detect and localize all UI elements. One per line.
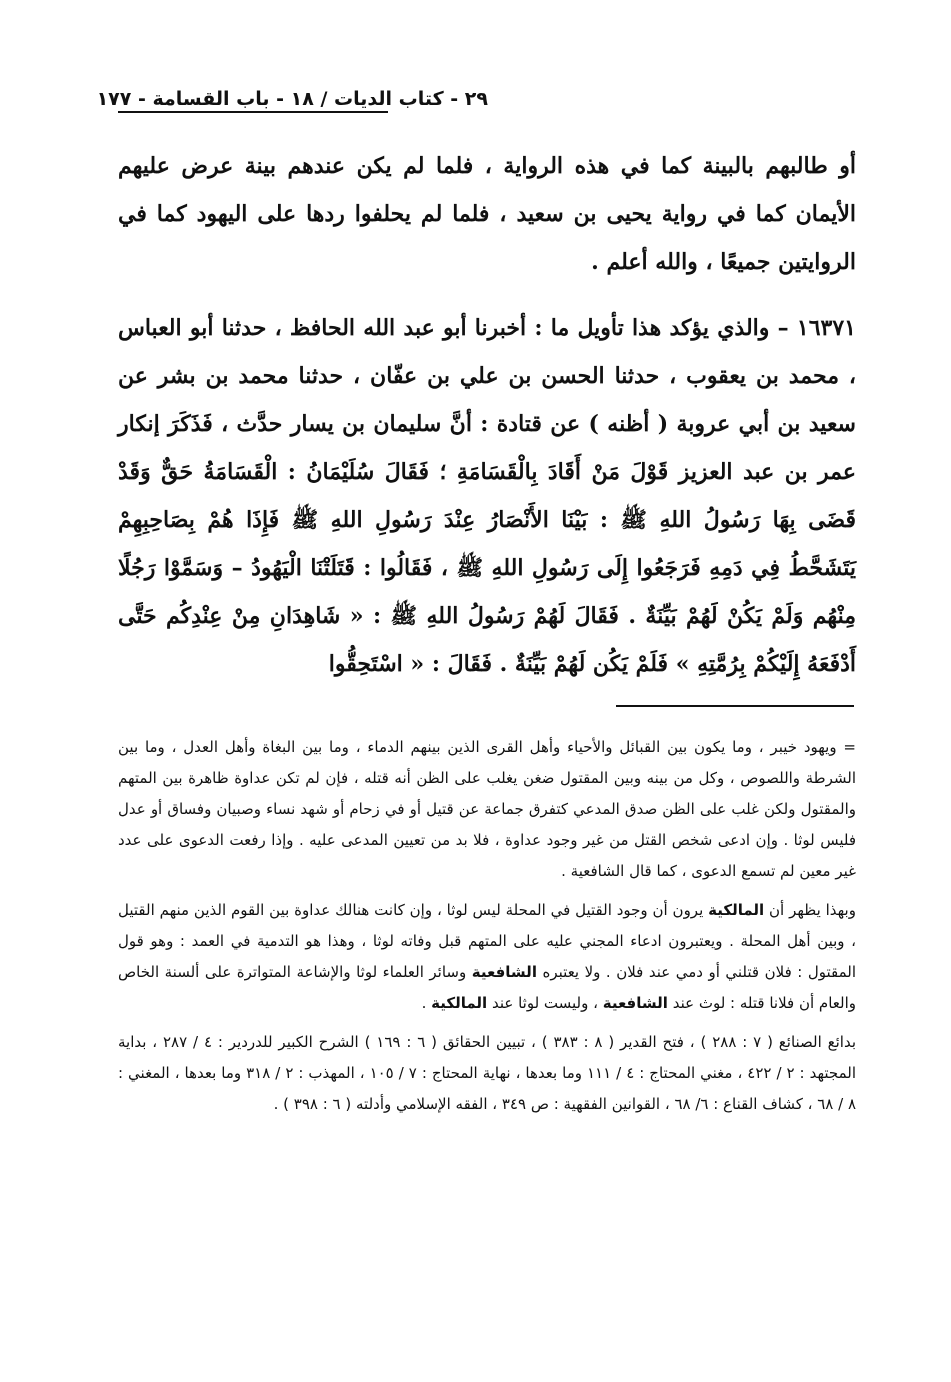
- main-paragraph-1: أو طالبهم بالبينة كما في هذه الرواية ، فلما لم يكن عندهم بينة عرض عليهم الأيمان كما في رواية يحيى بن سعيد ، فلما لم يحلفوا ردها على اليهود كما في الروايتين جميعًا ، والله أعلم .: [118, 153, 856, 275]
- main-paragraph-2: ١٦٣٧١ – والذي يؤكد هذا تأويل ما : أخبرنا أبو عبد الله الحافظ ، حدثنا أبو العباس ، محمد بن يعقوب ، حدثنا الحسن بن علي بن عفّان ، حدثنا محمد بن بشر عن سعيد بن أبي عروبة ( أظنه ) عن قتادة : أنَّ سليمان بن يسار حدَّث ، فَذَكَرَ إنكار عمر بن عبد العزيز قَوْلَ مَنْ أَقَادَ بِالْقَسَامَةِ ؛ فَقَالَ سُلَيْمَانُ : الْقَسَامَةُ حَقٌّ وَقَدْ قَضَى بِهَا رَسُولُ اللهِ ﷺ : بَيْنَا الأَنْصَارُ عِنْدَ رَسُولِ اللهِ ﷺ فَإِذَا هُمْ بِصَاحِبِهِمْ يَتَشَحَّطُ فِي دَمِهِ فَرَجَعُوا إِلَى رَسُولِ اللهِ ﷺ ، فَقَالُوا : قَتَلَتْنَا الْيَهُودُ – وَسَمَّوْا رَجُلًا مِنْهُم وَلَمْ يَكُنْ لَهُمْ بَيِّنَةٌ . فَقَالَ لَهُمْ رَسُولُ اللهِ ﷺ : « شَاهِدَانِ مِنْ عِنْدِكُم حَتَّى أَدْفَعَهُ إِلَيْكُمْ بِرُمَّتِهِ » فَلَمْ يَكُن لَهُمْ بَيِّنَةٌ . فَقَالَ : « اسْتَحِقُّوا: [118, 315, 856, 677]
- running-head: ٢٩ - كتاب الديات / ١٨ - باب القسامة - ١٧٧: [96, 88, 488, 110]
- footnote-text: يرون أن وجود القتيل في المحلة ليس لوثا ، وإن كانت هنالك عداوة بين القوم الذين منهم القتيل ، وبين أهل المحلة . ويعتبرون ادعاء المجني عليه على المتهم قبل وفاته لوثا ، وهذا هو التدمية في العمد : وهو قول المقتول : فلان قتلني أو دمي عند فلان . ولا يعتبره: [118, 901, 856, 981]
- highlighted-term-shafiiyya: الشافعية: [602, 994, 668, 1012]
- footnote-text: .: [421, 994, 427, 1012]
- highlighted-term-shafiiyya: الشافعية: [471, 963, 537, 981]
- footnotes-block: [118, 732, 856, 1120]
- footnote-text: وسائر العلماء لوثا والإشاعة المتواترة على ألسنة الخاص والعام أن فلانا قتله : لوث عند: [118, 963, 856, 1012]
- footnote-text: وبهذا يظهر أن: [769, 901, 856, 919]
- footnote-references: بدائع الصنائع ( ٧ : ٢٨٨ ) ، فتح القدير ( ٨ : ٣٨٣ ) ، تبيين الحقائق ( ٦ : ١٦٩ ) الشرح الكبير للدردير : ٤ / ٢٨٧ ، بداية المجتهد : ٢ / ٤٢٢ ، مغني المحتاج : ٤ / ١١١ وما بعدها ، نهاية المحتاج : ٧ / ١٠٥ ، المهذب : ٢ / ٣١٨ وما بعدها ، المغني : ٨ / ٦٨ ، كشاف القناع : ٦/ ٦٨ ، القوانين الفقهية : ص ٣٤٩ ، الفقه الإسلامي وأدلته ( ٦ : ٣٩٨ ) .: [118, 1033, 857, 1113]
- highlighted-term-malikiyya: المالكية: [708, 901, 765, 919]
- footnote-paragraph-1: = ويهود خيبر ، وما يكون بين القبائل والأحياء وأهل القرى الذين بينهم الدماء ، وما بين البغاة وأهل العدل ، وما بين الشرطة واللصوص ، وكل من بينه وبين المقتول ضغن يغلب على الظن أنه قتله ، فإن لم تكن عداوة ظاهرة بين المتهم والمقتول ولكن غلب على الظن صدق المدعي كتفرق جماعة عن قتيل أو في زحام أو شهد نساء وصبيان وفساق أو عدل فليس لوثا . وإن ادعى شخص القتل من غير وجود عداوة ، فلا بد من تعيين المدعى عليه . وإذا رفعت الدعوى على عدد غير معين لم تسمع الدعوى ، كما قال الشافعية .: [118, 738, 856, 880]
- footnote-separator: [616, 705, 854, 707]
- main-text-block: [118, 142, 856, 688]
- highlighted-term-malikiyya: المالكية: [431, 994, 488, 1012]
- header-rule: [118, 111, 388, 113]
- page-header: [96, 88, 856, 122]
- footnote-text: ، وليست لوثا عند: [491, 994, 598, 1012]
- footnote-paragraph-2: [118, 895, 856, 1019]
